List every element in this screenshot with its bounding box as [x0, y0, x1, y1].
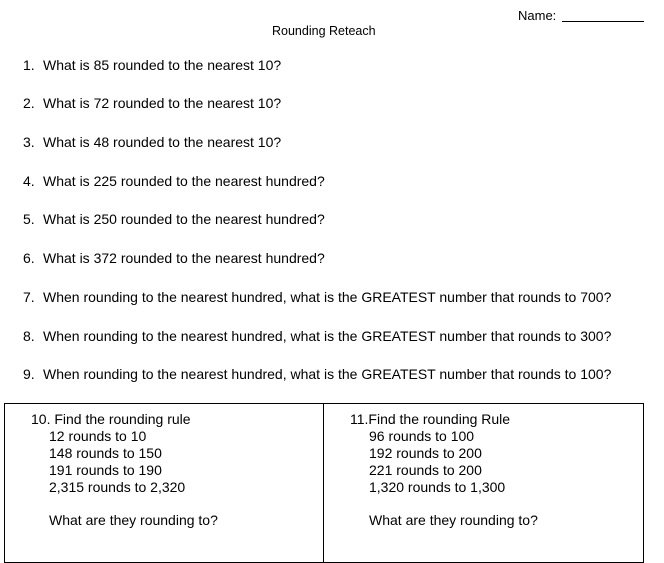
question-11-examples: [350, 428, 538, 496]
question-number: 1.: [23, 57, 35, 73]
example-line: 12 rounds to 10: [49, 428, 147, 444]
question-text: What is 250 rounded to the nearest hundred?: [43, 211, 325, 227]
page-title: Rounding Reteach: [272, 24, 376, 38]
name-label: Name:: [518, 8, 557, 23]
question-number: 8.: [23, 328, 35, 344]
question-7: [23, 289, 611, 305]
question-11-heading: 11.Find the rounding Rule: [350, 411, 511, 427]
name-blank-line[interactable]: [562, 21, 644, 22]
example-line: 2,315 rounds to 2,320: [49, 479, 186, 495]
question-10-prompt: What are they rounding to?: [49, 512, 218, 528]
question-number: 9.: [23, 366, 35, 382]
question-text: What is 48 rounded to the nearest 10?: [43, 134, 282, 150]
question-text: What is 372 rounded to the nearest hundred?: [43, 250, 325, 266]
question-6: [23, 250, 325, 266]
question-4: [23, 173, 325, 189]
question-5: [23, 211, 325, 227]
question-text: What is 72 rounded to the nearest 10?: [43, 95, 282, 111]
question-1: [23, 57, 281, 73]
box-divider: [323, 403, 324, 563]
example-line: 192 rounds to 200: [369, 445, 482, 461]
example-line: 96 rounds to 100: [369, 428, 475, 444]
question-text: What is 85 rounded to the nearest 10?: [43, 57, 282, 73]
question-8: [23, 328, 611, 344]
rounding-rule-right: [350, 411, 538, 529]
example-line: 1,320 rounds to 1,300: [369, 479, 506, 495]
rounding-rule-left: [31, 411, 218, 529]
question-number: 4.: [23, 173, 35, 189]
example-line: 221 rounds to 200: [369, 462, 482, 478]
question-3: [23, 134, 281, 150]
question-text: When rounding to the nearest hundred, what is the GREATEST number that rounds to 100?: [43, 366, 612, 382]
question-text: What is 225 rounded to the nearest hundred?: [43, 173, 325, 189]
question-11-prompt: What are they rounding to?: [369, 512, 538, 528]
question-number: 7.: [23, 289, 35, 305]
question-text: When rounding to the nearest hundred, what is the GREATEST number that rounds to 700?: [43, 289, 612, 305]
question-number: 5.: [23, 211, 35, 227]
question-9: [23, 366, 611, 382]
question-10-examples: [31, 428, 218, 496]
example-line: 148 rounds to 150: [49, 445, 162, 461]
example-line: 191 rounds to 190: [49, 462, 162, 478]
question-text: When rounding to the nearest hundred, what is the GREATEST number that rounds to 300?: [43, 328, 612, 344]
question-10-heading: 10. Find the rounding rule: [31, 411, 191, 427]
question-number: 2.: [23, 95, 35, 111]
question-number: 6.: [23, 250, 35, 266]
question-number: 3.: [23, 134, 35, 150]
question-2: [23, 95, 281, 111]
